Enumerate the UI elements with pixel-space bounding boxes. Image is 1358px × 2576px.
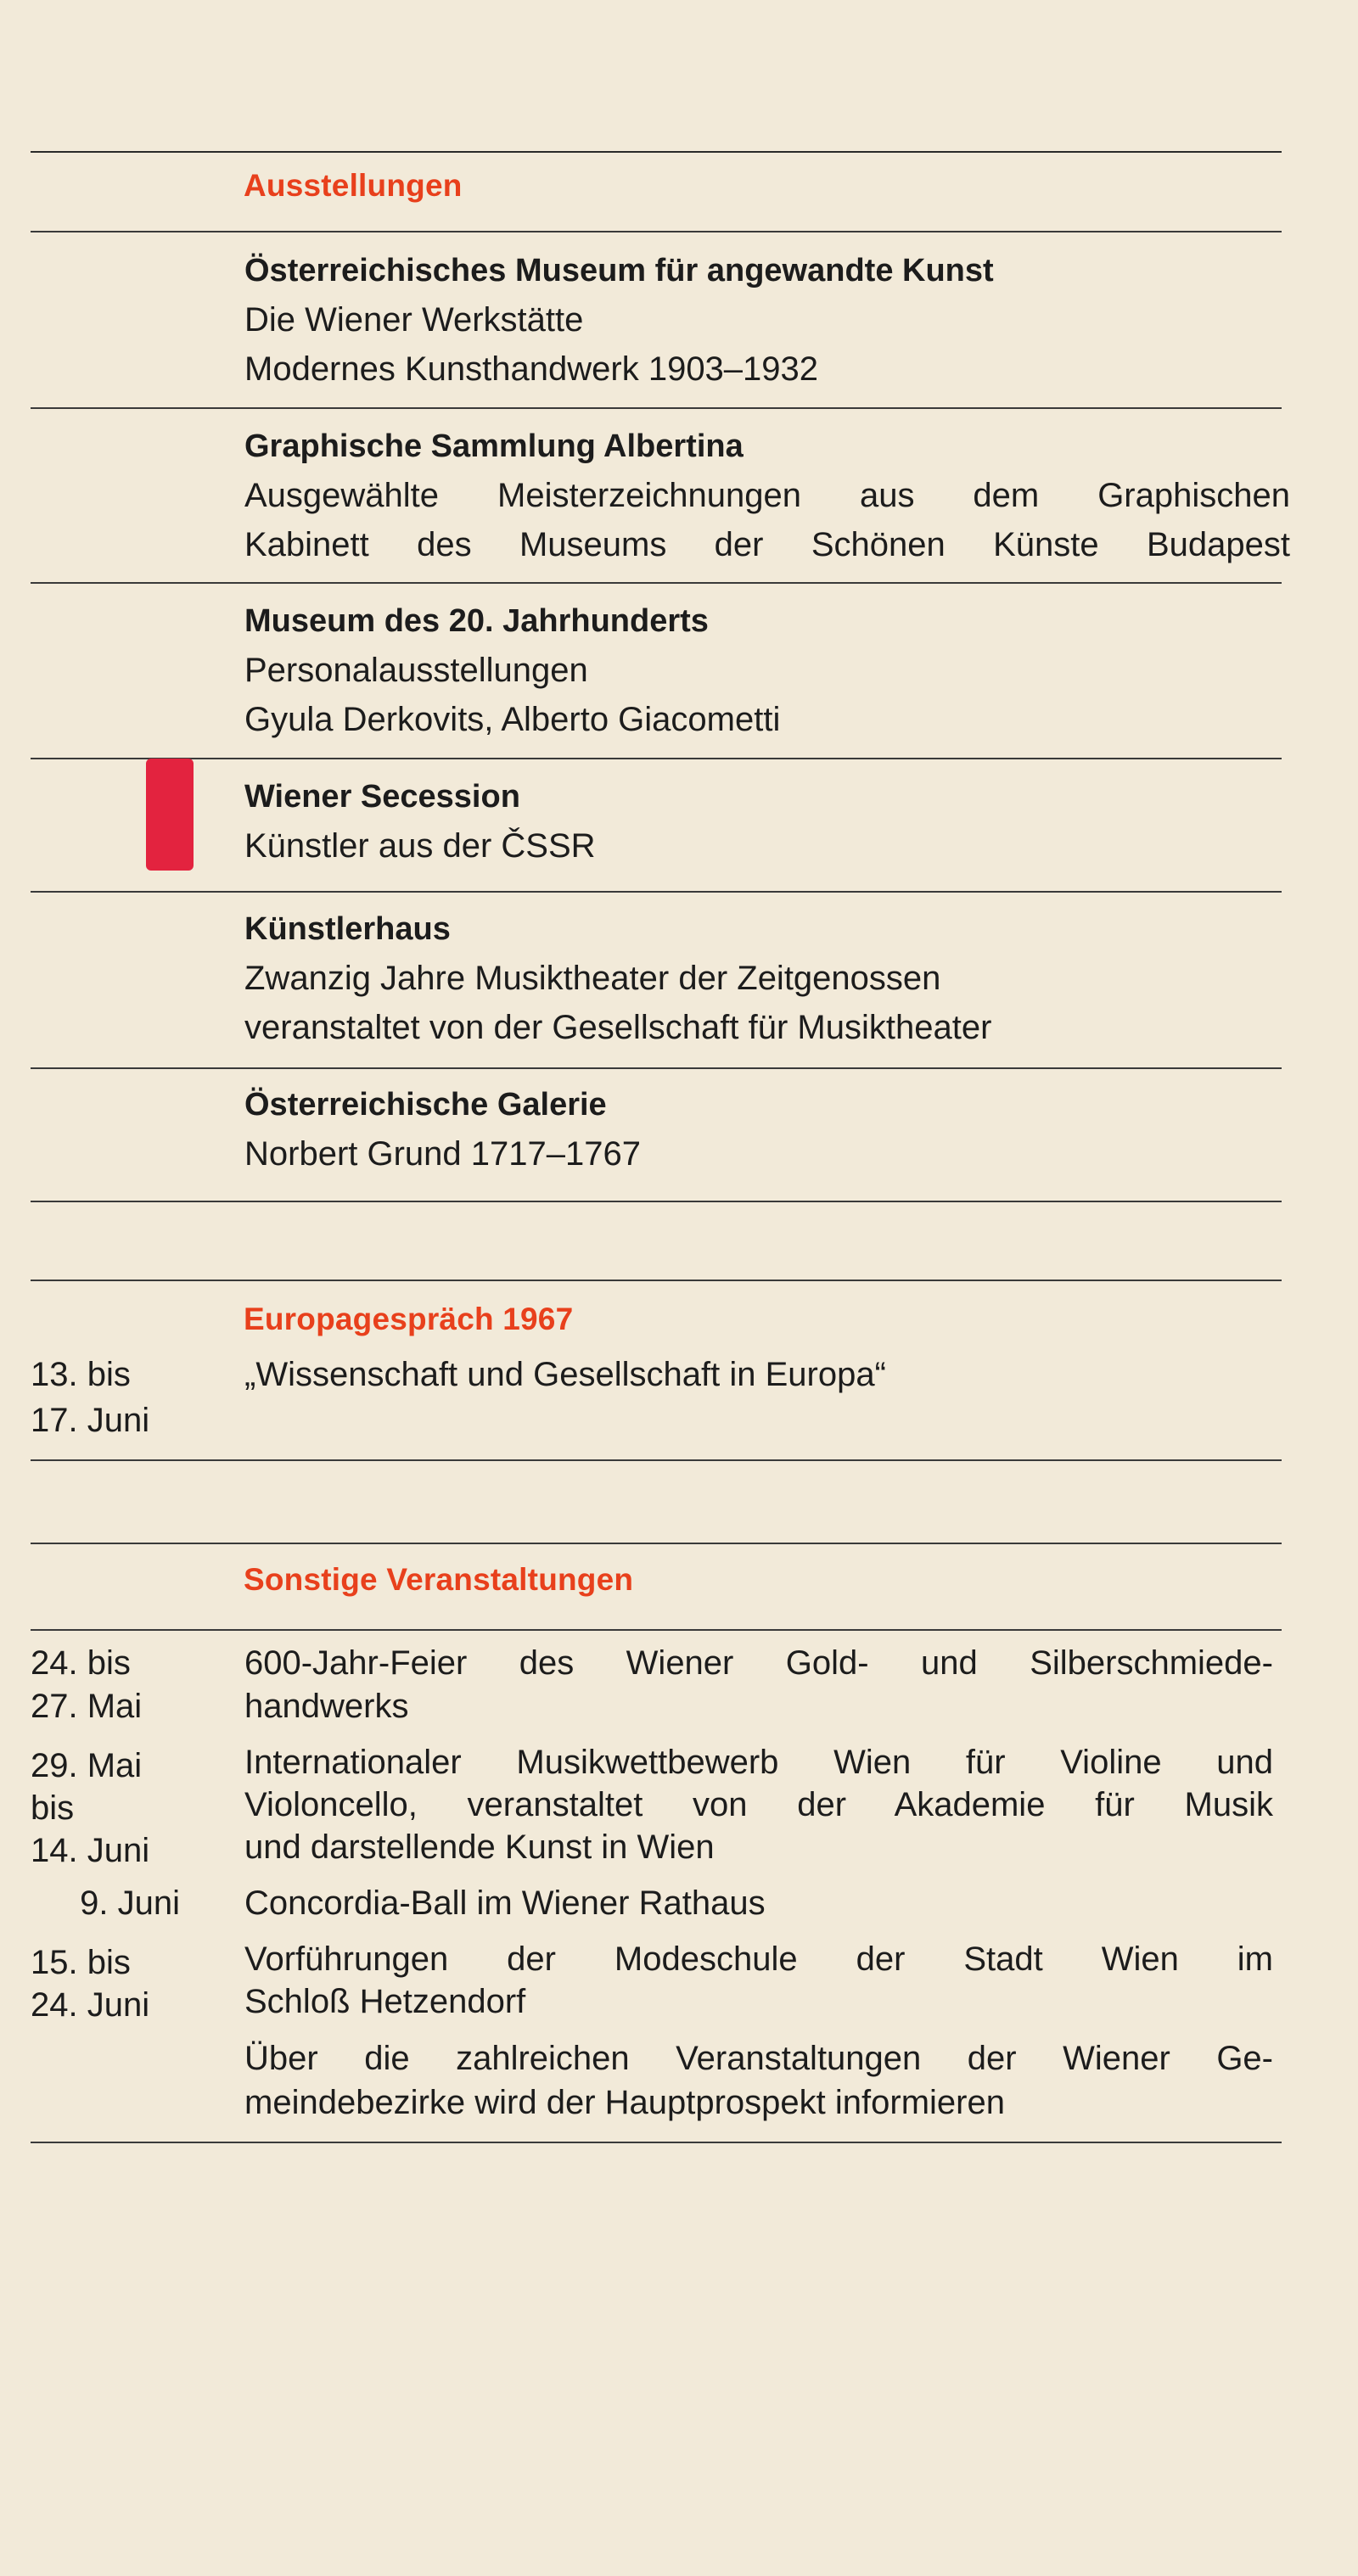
event-description [244,1879,1273,1928]
exhibition-entry [244,1080,1290,1179]
exhibition-venue: Österreichische Galerie [244,1087,607,1123]
exhibition-line: Personalausstellungen [244,652,588,689]
event-description [244,2036,1273,2125]
event-date: 13. bis [31,1356,131,1393]
exhibition-line: Modernes Kunsthandwerk 1903–1932 [244,350,819,388]
event-description [244,1938,1273,2023]
divider [31,231,1282,232]
divider [31,151,1282,153]
exhibition-line: veranstaltet von der Gesellschaft für Musiktheater [244,1009,992,1046]
exhibition-entry [244,904,1290,1052]
divider [31,758,1282,759]
exhibition-line: Norbert Grund 1717–1767 [244,1135,641,1173]
event-line: und darstellende Kunst in Wien [244,1828,715,1866]
event-date: 14. Juni [31,1832,150,1869]
event-line: meindebezirke wird der Hauptprospekt informieren [244,2084,1005,2121]
exhibition-venue: Wiener Secession [244,779,520,815]
show-through-decoration [951,187,960,223]
exhibition-line: Zwanzig Jahre Musiktheater der Zeitgenossen [244,960,941,997]
exhibition-venue: Künstlerhaus [244,911,451,947]
event-line: Internationaler Musikwettbewerb Wien für Violine und [244,1744,1273,1781]
event-line: Über die zahlreichen Veranstaltungen der Wiener Ge- [244,2040,1273,2077]
divider [31,582,1282,584]
exhibition-line: Kabinett des Museums der Schönen Künste Budapest [244,526,1290,563]
exhibition-venue: Museum des 20. Jahrhunderts [244,603,709,639]
event-date: bis [31,1789,75,1827]
exhibition-venue: Österreichisches Museum für angewandte Kunst [244,253,994,288]
event-date: 27. Mai [31,1688,143,1725]
event-date: 17. Juni [31,1402,150,1439]
section-title-other-events: Sonstige Veranstaltungen [244,1562,634,1597]
event-date: 15. bis [31,1944,131,1981]
event-description [244,1638,1273,1731]
exhibition-entry [244,246,1290,394]
section-title-europa: Europagespräch 1967 [244,1302,574,1336]
exhibition-line: Ausgewählte Meisterzeichnungen aus dem Graphischen [244,477,1290,514]
event-line: Schloß Hetzendorf [244,1983,526,2020]
event-date: 9. Juni [80,1884,180,1922]
section-title-exhibitions: Ausstellungen [244,168,463,203]
divider [31,1067,1282,1069]
divider [31,1629,1282,1631]
event-description [244,1741,1273,1868]
exhibition-entry [244,422,1290,569]
event-line: handwerks [244,1688,409,1725]
event-line: Vorführungen der Modeschule der Stadt Wien im [244,1940,1273,1978]
divider [31,1201,1282,1202]
exhibition-venue: Graphische Sammlung Albertina [244,428,744,464]
exhibition-line: Gyula Derkovits, Alberto Giacometti [244,701,781,738]
exhibition-line: Die Wiener Werkstätte [244,301,584,339]
event-line: Violoncello, veranstaltet von der Akademie für Musik [244,1786,1273,1823]
event-date: 29. Mai [31,1747,143,1784]
divider [31,891,1282,893]
event-description: „Wissenschaft und Gesellschaft in Europa“ [244,1356,886,1393]
exhibition-line: Künstler aus der ČSSR [244,827,596,865]
event-date: 24. bis [31,1644,131,1682]
event-date: 24. Juni [31,1986,150,2024]
divider [31,2142,1282,2143]
divider [31,407,1282,409]
exhibition-entry [244,772,1290,871]
red-marker-stripe [146,759,194,871]
event-line: 600-Jahr-Feier des Wiener Gold- und Silberschmiede- [244,1644,1273,1682]
divider [31,1543,1282,1544]
exhibition-entry [244,596,1290,744]
event-line: Concordia-Ball im Wiener Rathaus [244,1884,766,1922]
divider [31,1280,1282,1281]
divider [31,1459,1282,1461]
